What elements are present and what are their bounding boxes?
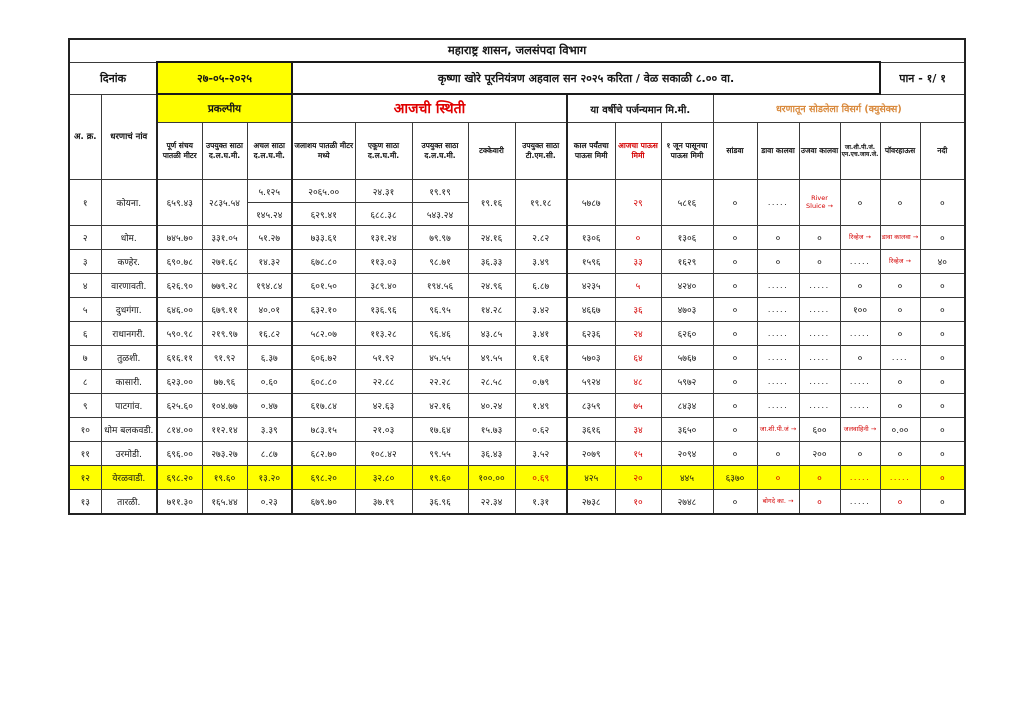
- table-cell: ६१७.८४: [292, 394, 355, 418]
- table-cell: १४.२८: [468, 298, 515, 322]
- table-cell: ६२३६: [567, 322, 615, 346]
- table-cell: ३४: [615, 418, 661, 442]
- table-cell: ५४३.२४: [412, 203, 468, 226]
- table-cell: ६३७०: [713, 466, 757, 490]
- table-cell: ३६.४३: [468, 442, 515, 466]
- table-cell: जा.शी.पी.जं →: [757, 418, 799, 442]
- date-label: दिनांक: [69, 62, 157, 94]
- table-cell: ०: [757, 226, 799, 250]
- table-cell: १००.००: [468, 466, 515, 490]
- table-cell: २४.९६: [468, 274, 515, 298]
- table-cell: .....: [757, 346, 799, 370]
- table-cell: ९६.४६: [412, 322, 468, 346]
- table-cell: ....: [880, 346, 920, 370]
- table-cell: ५१.९२: [355, 346, 412, 370]
- table-cell: ३६.९६: [412, 490, 468, 515]
- table-cell: ७७९.२८: [202, 274, 247, 298]
- table-cell: ०: [615, 226, 661, 250]
- table-cell: २१९.९७: [202, 322, 247, 346]
- table-cell: ६८२.७०: [292, 442, 355, 466]
- table-cell: ९१.९२: [202, 346, 247, 370]
- table-cell: ६२९.४१: [292, 203, 355, 226]
- serial-cell: १: [69, 180, 101, 226]
- group-header-project: प्रकल्पीय: [157, 94, 292, 123]
- table-cell: ३७.१९: [355, 490, 412, 515]
- col-header-full-level: पूर्ण संचय पातळी मीटर: [157, 123, 202, 180]
- table-cell: ५.१२५: [247, 180, 292, 203]
- table-cell: ६७८.८०: [292, 250, 355, 274]
- dam-name-cell: उरमोडी.: [101, 442, 157, 466]
- table-cell: ०: [713, 370, 757, 394]
- table-cell: ०: [880, 180, 920, 226]
- table-cell: ६७९.११: [202, 298, 247, 322]
- table-cell: ३२.८०: [355, 466, 412, 490]
- table-cell: ४२४०: [661, 274, 713, 298]
- table-row: [69, 442, 965, 466]
- table-cell: ७११.३०: [157, 490, 202, 515]
- report-table: [68, 38, 966, 515]
- table-cell: ६०१.५०: [292, 274, 355, 298]
- table-cell: ०: [840, 442, 880, 466]
- table-cell: ५९२४: [567, 370, 615, 394]
- table-cell: ०: [880, 370, 920, 394]
- table-cell: ६१६.११: [157, 346, 202, 370]
- table-cell: ३३: [615, 250, 661, 274]
- table-cell: ०: [920, 394, 965, 418]
- col-header-rain-today: आजचा पाऊस मिमी: [615, 123, 661, 180]
- table-cell: .....: [840, 322, 880, 346]
- serial-cell: २: [69, 226, 101, 250]
- col-header-percentage: टक्केवारी: [468, 123, 515, 180]
- table-cell: ४९.५५: [468, 346, 515, 370]
- table-cell: ०.६९: [515, 466, 567, 490]
- table-cell: ५९७२: [661, 370, 713, 394]
- table-cell: ०: [799, 250, 840, 274]
- table-cell: १७.६४: [412, 418, 468, 442]
- page-title: महाराष्ट्र शासन, जलसंपदा विभाग: [69, 39, 965, 62]
- serial-cell: ३: [69, 250, 101, 274]
- table-cell: ६२३.००: [157, 370, 202, 394]
- table-cell: ३.३९: [247, 418, 292, 442]
- table-cell: ०: [799, 466, 840, 490]
- table-cell: २२.२८: [412, 370, 468, 394]
- table-cell: ०: [920, 274, 965, 298]
- table-cell: ०: [799, 226, 840, 250]
- col-header-spillway: सांडवा: [713, 123, 757, 180]
- col-header-serial: अ. क्र.: [69, 94, 101, 180]
- table-cell: ५७०३: [567, 346, 615, 370]
- dam-name-cell: कोयना.: [101, 180, 157, 226]
- group-header-row: [69, 94, 965, 123]
- table-cell: १०४.७७: [202, 394, 247, 418]
- table-cell: ६२५.६०: [157, 394, 202, 418]
- col-header-rain-till-yesterday: काल पर्यंतचा पाऊस मिमी: [567, 123, 615, 180]
- col-header-design-useful: उपयुक्त साठा द.ल.घ.मी.: [202, 123, 247, 180]
- col-header-total-storage: एकूण साठा द.ल.घ.मी.: [355, 123, 412, 180]
- col-header-reservoir-level: जलाशय पातळी मीटर मध्ये: [292, 123, 355, 180]
- table-cell: ४३.८५: [468, 322, 515, 346]
- table-row: [69, 298, 965, 322]
- col-header-useful-tmc: उपयुक्त साठा टी.एम.सी.: [515, 123, 567, 180]
- table-cell: ६९६.००: [157, 442, 202, 466]
- table-cell: १३६.९६: [355, 298, 412, 322]
- table-cell: ६४: [615, 346, 661, 370]
- table-cell: .....: [840, 250, 880, 274]
- table-cell: ३८९.४०: [355, 274, 412, 298]
- table-cell: २४.१६: [468, 226, 515, 250]
- table-cell: .....: [757, 298, 799, 322]
- table-cell: जलवाहिनी →: [840, 418, 880, 442]
- dam-name-cell: धोम बलकवडी.: [101, 418, 157, 442]
- table-cell: १४५.२४: [247, 203, 292, 226]
- table-cell: १९.१८: [515, 180, 567, 226]
- table-cell: ०: [713, 442, 757, 466]
- table-cell: ६९०.७८: [157, 250, 202, 274]
- table-cell: ११३.०३: [355, 250, 412, 274]
- table-cell: १६.८२: [247, 322, 292, 346]
- info-row: [69, 62, 965, 94]
- table-cell: ३६५०: [661, 418, 713, 442]
- table-cell: ५९०.९८: [157, 322, 202, 346]
- table-cell: ४८: [615, 370, 661, 394]
- table-cell: ०: [799, 490, 840, 515]
- table-cell: ३६.३३: [468, 250, 515, 274]
- table-cell: ८१४.००: [157, 418, 202, 442]
- table-cell: १९.६०: [412, 466, 468, 490]
- table-cell: ४०: [920, 250, 965, 274]
- table-cell: २०: [615, 466, 661, 490]
- table-cell: ४२३५: [567, 274, 615, 298]
- table-cell: .....: [799, 394, 840, 418]
- table-cell: ०.४७: [247, 394, 292, 418]
- table-cell: ६९८.२०: [157, 466, 202, 490]
- table-cell: ०: [920, 180, 965, 226]
- table-cell: ०: [880, 394, 920, 418]
- table-cell: २२.८८: [355, 370, 412, 394]
- table-cell: ३.४१: [515, 322, 567, 346]
- sub-header-row: [69, 123, 965, 180]
- table-cell: ०: [880, 490, 920, 515]
- table-cell: ०: [880, 298, 920, 322]
- table-cell: ७५: [615, 394, 661, 418]
- table-cell: .....: [799, 298, 840, 322]
- table-cell: .....: [880, 466, 920, 490]
- table-cell: ५१.२७: [247, 226, 292, 250]
- col-header-useful-storage: उपयुक्त साठा द.ल.घ.मी.: [412, 123, 468, 180]
- table-cell: ०: [920, 346, 965, 370]
- table-cell: ६.८७: [515, 274, 567, 298]
- table-cell: ४५.५५: [412, 346, 468, 370]
- table-cell: ०: [713, 418, 757, 442]
- table-row: [69, 346, 965, 370]
- table-cell: ०: [713, 490, 757, 515]
- report-title: कृष्णा खोरे पूरनियंत्रण अहवाल सन २०२५ करिता / वेळ सकाळी ८.०० वा.: [292, 62, 880, 94]
- table-cell: ०: [840, 346, 880, 370]
- table-cell: १३०६: [661, 226, 713, 250]
- table-cell: ४२.६३: [355, 394, 412, 418]
- table-cell: ०: [713, 250, 757, 274]
- table-cell: ६८८.३८: [355, 203, 412, 226]
- table-cell: ४६६७: [567, 298, 615, 322]
- table-cell: ५८२.०७: [292, 322, 355, 346]
- table-cell: १५: [615, 442, 661, 466]
- col-header-right-canal: उजवा कालवा: [799, 123, 840, 180]
- table-cell: .....: [799, 370, 840, 394]
- table-row: [69, 226, 965, 250]
- table-cell: २.८२: [515, 226, 567, 250]
- dam-name-cell: कासारी.: [101, 370, 157, 394]
- table-cell: ७८३.१५: [292, 418, 355, 442]
- table-row: [69, 250, 965, 274]
- table-cell: ६०६.७२: [292, 346, 355, 370]
- table-cell: ६.३७: [247, 346, 292, 370]
- table-cell: .....: [799, 346, 840, 370]
- dam-name-cell: पाटगांव.: [101, 394, 157, 418]
- table-cell: २७१.६८: [202, 250, 247, 274]
- table-cell: ०: [757, 466, 799, 490]
- table-cell: २००: [799, 442, 840, 466]
- table-cell: ०: [840, 274, 880, 298]
- col-header-river: नदी: [920, 123, 965, 180]
- table-cell: १३१.२४: [355, 226, 412, 250]
- table-cell: ०: [920, 490, 965, 515]
- table-cell: .....: [757, 394, 799, 418]
- dam-name-cell: वारणावती.: [101, 274, 157, 298]
- table-cell: २०९४: [661, 442, 713, 466]
- table-cell: २१.०३: [355, 418, 412, 442]
- table-cell: ०: [713, 298, 757, 322]
- table-cell: ०: [920, 442, 965, 466]
- table-cell: .....: [799, 274, 840, 298]
- table-cell: २०६५.००: [292, 180, 355, 203]
- table-cell: ०: [713, 180, 757, 226]
- table-cell: ०: [920, 322, 965, 346]
- table-cell: १००: [840, 298, 880, 322]
- table-cell: ३३१.०५: [202, 226, 247, 250]
- table-cell: ८४३४: [661, 394, 713, 418]
- table-cell: .....: [840, 370, 880, 394]
- table-cell: ०: [880, 442, 920, 466]
- table-cell: १९.१९: [412, 180, 468, 203]
- table-cell: ०: [713, 274, 757, 298]
- dam-name-cell: तारळी.: [101, 490, 157, 515]
- table-cell: ०: [880, 322, 920, 346]
- table-cell: ६७९.७०: [292, 490, 355, 515]
- table-cell: ०.६२: [515, 418, 567, 442]
- table-cell: ४२.१६: [412, 394, 468, 418]
- table-cell: ४४५: [661, 466, 713, 490]
- group-header-rainfall: या वर्षीचे पर्जन्यमान मि.मी.: [567, 94, 713, 123]
- table-cell: ४०.२४: [468, 394, 515, 418]
- table-cell: २८३५.५४: [202, 180, 247, 226]
- table-cell: १९४.८४: [247, 274, 292, 298]
- table-cell: ९८.७१: [412, 250, 468, 274]
- table-cell: रिव्हेज →: [880, 250, 920, 274]
- table-cell: ६२६.९०: [157, 274, 202, 298]
- page-number: पान - १/ १: [880, 62, 965, 94]
- serial-cell: ८: [69, 370, 101, 394]
- table-cell: ०: [713, 394, 757, 418]
- table-cell: ०.००: [880, 418, 920, 442]
- serial-cell: ६: [69, 322, 101, 346]
- table-cell: २०७९: [567, 442, 615, 466]
- table-row: [69, 274, 965, 298]
- col-header-jashipij: जा.शी.पी.जं. एन.एच.जाय.जे.: [840, 123, 880, 180]
- serial-cell: १३: [69, 490, 101, 515]
- table-cell: १६५.४४: [202, 490, 247, 515]
- table-cell: ०.६०: [247, 370, 292, 394]
- table-cell: १४.३२: [247, 250, 292, 274]
- table-cell: ०: [757, 442, 799, 466]
- table-cell: बोगदे का. →: [757, 490, 799, 515]
- dam-name-cell: राधानगरी.: [101, 322, 157, 346]
- table-cell: .....: [840, 466, 880, 490]
- table-cell: ०: [757, 250, 799, 274]
- table-cell: ६९८.२०: [292, 466, 355, 490]
- table-cell: ५७८७: [567, 180, 615, 226]
- table-cell: ०: [713, 346, 757, 370]
- table-cell: ४२५: [567, 466, 615, 490]
- table-row: [69, 394, 965, 418]
- table-cell: ६३२.१०: [292, 298, 355, 322]
- dam-name-cell: येरळवाडी.: [101, 466, 157, 490]
- dam-name-cell: दुधगंगा.: [101, 298, 157, 322]
- serial-cell: ११: [69, 442, 101, 466]
- serial-cell: ९: [69, 394, 101, 418]
- table-cell: २७३८: [567, 490, 615, 515]
- table-row: [69, 490, 965, 515]
- table-row: [69, 466, 965, 490]
- table-cell: १०: [615, 490, 661, 515]
- group-header-discharge: धरणातून सोडलेला विसर्ग (क्युसेक्स): [713, 94, 965, 123]
- table-cell: २७३.२७: [202, 442, 247, 466]
- table-body: [69, 180, 965, 515]
- table-cell: १३.२०: [247, 466, 292, 490]
- table-cell: .....: [799, 322, 840, 346]
- table-cell: २९: [615, 180, 661, 226]
- table-cell: २७४८: [661, 490, 713, 515]
- table-cell: ८३५९: [567, 394, 615, 418]
- dam-name-cell: कण्हेर.: [101, 250, 157, 274]
- dam-name-cell: धोम.: [101, 226, 157, 250]
- table-cell: ३.५२: [515, 442, 567, 466]
- table-cell: १९४.५६: [412, 274, 468, 298]
- group-header-today-status: आजची स्थिती: [292, 94, 567, 123]
- table-cell: ७९.९७: [412, 226, 468, 250]
- table-cell: १९.१६: [468, 180, 515, 226]
- table-cell: १९.६०: [202, 466, 247, 490]
- table-cell: ११३.२८: [355, 322, 412, 346]
- table-cell: ५८१६: [661, 180, 713, 226]
- table-cell: ०: [920, 298, 965, 322]
- table-cell: ३.४९: [515, 250, 567, 274]
- table-cell: २४.३१: [355, 180, 412, 203]
- table-cell: ७३३.६१: [292, 226, 355, 250]
- table-cell: ६००: [799, 418, 840, 442]
- table-cell: डावा कालवा →: [880, 226, 920, 250]
- col-header-left-canal: डावा कालवा: [757, 123, 799, 180]
- table-cell: १३०६: [567, 226, 615, 250]
- table-cell: .....: [840, 490, 880, 515]
- serial-cell: १०: [69, 418, 101, 442]
- table-cell: ०: [920, 370, 965, 394]
- table-cell: .....: [757, 370, 799, 394]
- serial-cell: ५: [69, 298, 101, 322]
- col-header-dam-name: धरणाचं नांव: [101, 94, 157, 180]
- table-cell: ६५९.४३: [157, 180, 202, 226]
- table-cell: १६२९: [661, 250, 713, 274]
- table-cell: ६४६.००: [157, 298, 202, 322]
- table-cell: ९६.९५: [412, 298, 468, 322]
- table-cell: ०.२३: [247, 490, 292, 515]
- table-cell: ०.७९: [515, 370, 567, 394]
- table-cell: ०: [920, 466, 965, 490]
- title-row: [69, 39, 965, 62]
- table-cell: ३६१६: [567, 418, 615, 442]
- table-cell: १.४९: [515, 394, 567, 418]
- table-cell: ५: [615, 274, 661, 298]
- table-row: [69, 418, 965, 442]
- table-cell: ९९.५५: [412, 442, 468, 466]
- table-cell: ०: [880, 274, 920, 298]
- col-header-rain-since-june: १ जून पासूनचा पाऊस मिमी: [661, 123, 713, 180]
- table-cell: ०: [920, 418, 965, 442]
- table-cell: ६०८.८०: [292, 370, 355, 394]
- table-cell: रिव्हेज →: [840, 226, 880, 250]
- serial-cell: ७: [69, 346, 101, 370]
- table-cell: २२.३४: [468, 490, 515, 515]
- table-cell: २८.५८: [468, 370, 515, 394]
- dam-name-cell: तुळशी.: [101, 346, 157, 370]
- date-value: २७-०५-२०२५: [157, 62, 292, 94]
- table-cell: .....: [757, 322, 799, 346]
- serial-cell: १२: [69, 466, 101, 490]
- table-cell: ७४५.७०: [157, 226, 202, 250]
- table-cell: १.६१: [515, 346, 567, 370]
- table-row: [69, 322, 965, 346]
- table-row: [69, 180, 965, 203]
- table-cell: १५.७३: [468, 418, 515, 442]
- table-cell: River Sluice →: [799, 180, 840, 226]
- table-cell: ०: [713, 226, 757, 250]
- table-cell: ४०.०१: [247, 298, 292, 322]
- table-cell: .....: [757, 180, 799, 226]
- serial-cell: ४: [69, 274, 101, 298]
- table-cell: ७७.९६: [202, 370, 247, 394]
- table-cell: ६२६०: [661, 322, 713, 346]
- table-cell: .....: [757, 274, 799, 298]
- col-header-dead-storage: अचल साठा द.ल.घ.मी.: [247, 123, 292, 180]
- table-cell: ४७०३: [661, 298, 713, 322]
- table-cell: ३.४२: [515, 298, 567, 322]
- table-cell: १.३१: [515, 490, 567, 515]
- table-cell: १५९६: [567, 250, 615, 274]
- table-cell: ०: [713, 322, 757, 346]
- col-header-powerhouse: पॉवरहाऊस: [880, 123, 920, 180]
- table-row: [69, 370, 965, 394]
- table-cell: २४: [615, 322, 661, 346]
- table-cell: १०८.४२: [355, 442, 412, 466]
- table-cell: ०: [920, 226, 965, 250]
- table-cell: ३६: [615, 298, 661, 322]
- table-cell: .....: [840, 394, 880, 418]
- table-cell: ०: [840, 180, 880, 226]
- table-cell: ८.८७: [247, 442, 292, 466]
- table-cell: ५७६७: [661, 346, 713, 370]
- table-cell: ११२.१४: [202, 418, 247, 442]
